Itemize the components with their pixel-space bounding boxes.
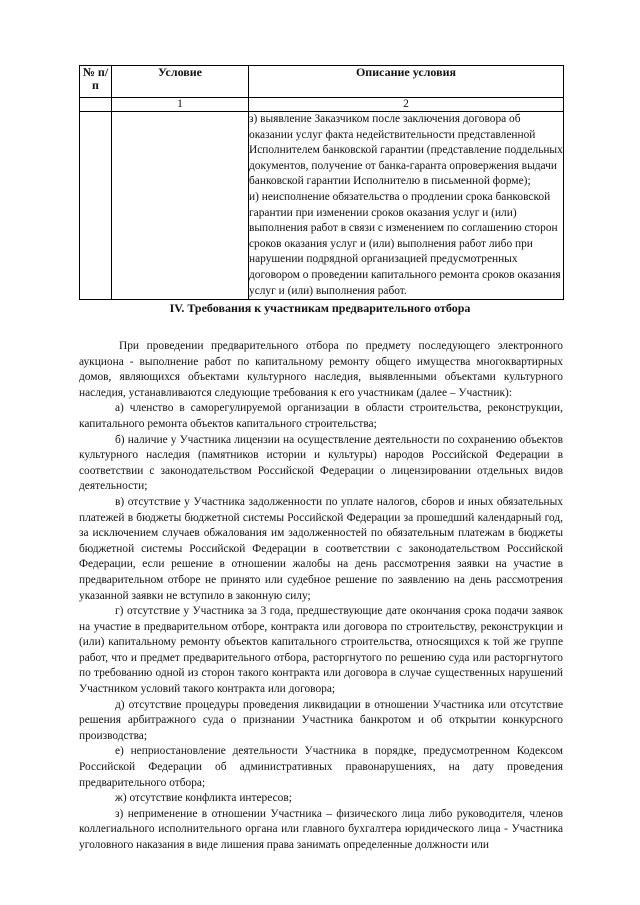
header-num: № п/п bbox=[80, 66, 112, 98]
section-title: IV. Требования к участникам предварительного отбора bbox=[169, 301, 471, 315]
paragraph: д) отсутствие процедуры проведения ликвидации в отношении Участника или отсутствие решения арбитражного суда о признании Участника банкротом и об открытии конкурсного производства; bbox=[79, 698, 563, 742]
paragraph: а) членство в саморегулируемой организации в области строительства, реконструкции, капитального ремонта объектов капитального строительства; bbox=[79, 402, 563, 430]
column-number-2: 2 bbox=[249, 98, 564, 112]
paragraph: г) отсутствие у Участника за 3 года, предшествующие дате окончания срока подачи заявок на участие в предварительном отборе, контракта или договора по строительству, реконструкции и (или) капитальному ремонту объектов капитального строительства, относящихся к той же группе работ, что и предмет предварительного отбора, расторгнутого по решению суда или расторгнутого по требованию одной из сторон такого контракта или договора в случае существенных нарушений Участником условий такого контракта или договора; bbox=[79, 605, 563, 696]
column-number-row bbox=[80, 98, 564, 112]
paragraph: е) неприостановление деятельности Участника в порядке, предусмотренном Кодексом Российской Федерации об административных правонарушениях, на дату проведения предварительного отбора; bbox=[79, 745, 563, 789]
column-number-empty bbox=[80, 98, 112, 112]
table-header-row bbox=[80, 66, 564, 98]
header-condition: Условие bbox=[112, 66, 249, 98]
row-num-cell bbox=[80, 112, 112, 300]
paragraph: ж) отсутствие конфликта интересов; bbox=[115, 792, 292, 805]
paragraph: в) отсутствие у Участника задолженности по уплате налогов, сборов и иных обязательных платежей в бюджеты бюджетной системы Российской Федерации за прошедший календарный год, за исключением случаев обжалования им задолженностей по обязательным платежам в бюджеты бюджетной системы Российской Федерации в соответствии с законодательством Российской Федерации, если решение в отношении жалобы на день рассмотрения заявки на участие в предварительном отборе не принято или судебное решение по заявлению на день рассмотрения указанной заявки не вступило в законную силу; bbox=[79, 495, 563, 602]
row-condition-cell bbox=[112, 112, 249, 300]
section-body bbox=[79, 339, 563, 854]
description-item: и) неисполнение обязательства о продлении срока банковской гарантии при изменении сроков оказания услуг и (или) выполнения работ в связи с изменением по соглашению сторон сроков оказания услуг и (или) выполнения работ либо при нарушении подрядной организацией предусмотренных договором о проведении капитального ремонта сроков оказания услуг и (или) выполнения работ. bbox=[249, 190, 561, 297]
table-row bbox=[80, 112, 564, 300]
header-description: Описание условия bbox=[249, 66, 564, 98]
description-item: з) выявление Заказчиком после заключения договора об оказании услуг факта недействительности представленной Исполнителем банковской гарантии (представление поддельных документов, получение от банка-гаранта опровержения выдачи банковской гарантии Исполнителю в письменной форме); bbox=[249, 113, 563, 188]
paragraph: б) наличие у Участника лицензии на осуществление деятельности по сохранению объектов культурного наследия (памятников истории и культуры) народов Российской Федерации в соответствии с законодательством Российской Федерации о лицензировании отдельных видов деятельности; bbox=[79, 433, 563, 493]
row-description-cell bbox=[249, 112, 564, 300]
column-number-1: 1 bbox=[112, 98, 249, 112]
paragraph: з) неприменение в отношении Участника – физического лица либо руководителя, членов коллегиального исполнительного органа или главного бухгалтера юридического лица - Участника уголовного наказания в виде лишения права занимать определенные должности или bbox=[79, 807, 563, 851]
conditions-table bbox=[79, 65, 564, 300]
paragraph: При проведении предварительного отбора по предмету последующего электронного аукциона - выполнение работ по капитальному ремонту общего имущества многоквартирных домов, являющихся объектами культурного наследия, выявленными объектами культурного наследия, устанавливаются следующие требования к его участникам (далее – Участник): bbox=[79, 340, 563, 399]
